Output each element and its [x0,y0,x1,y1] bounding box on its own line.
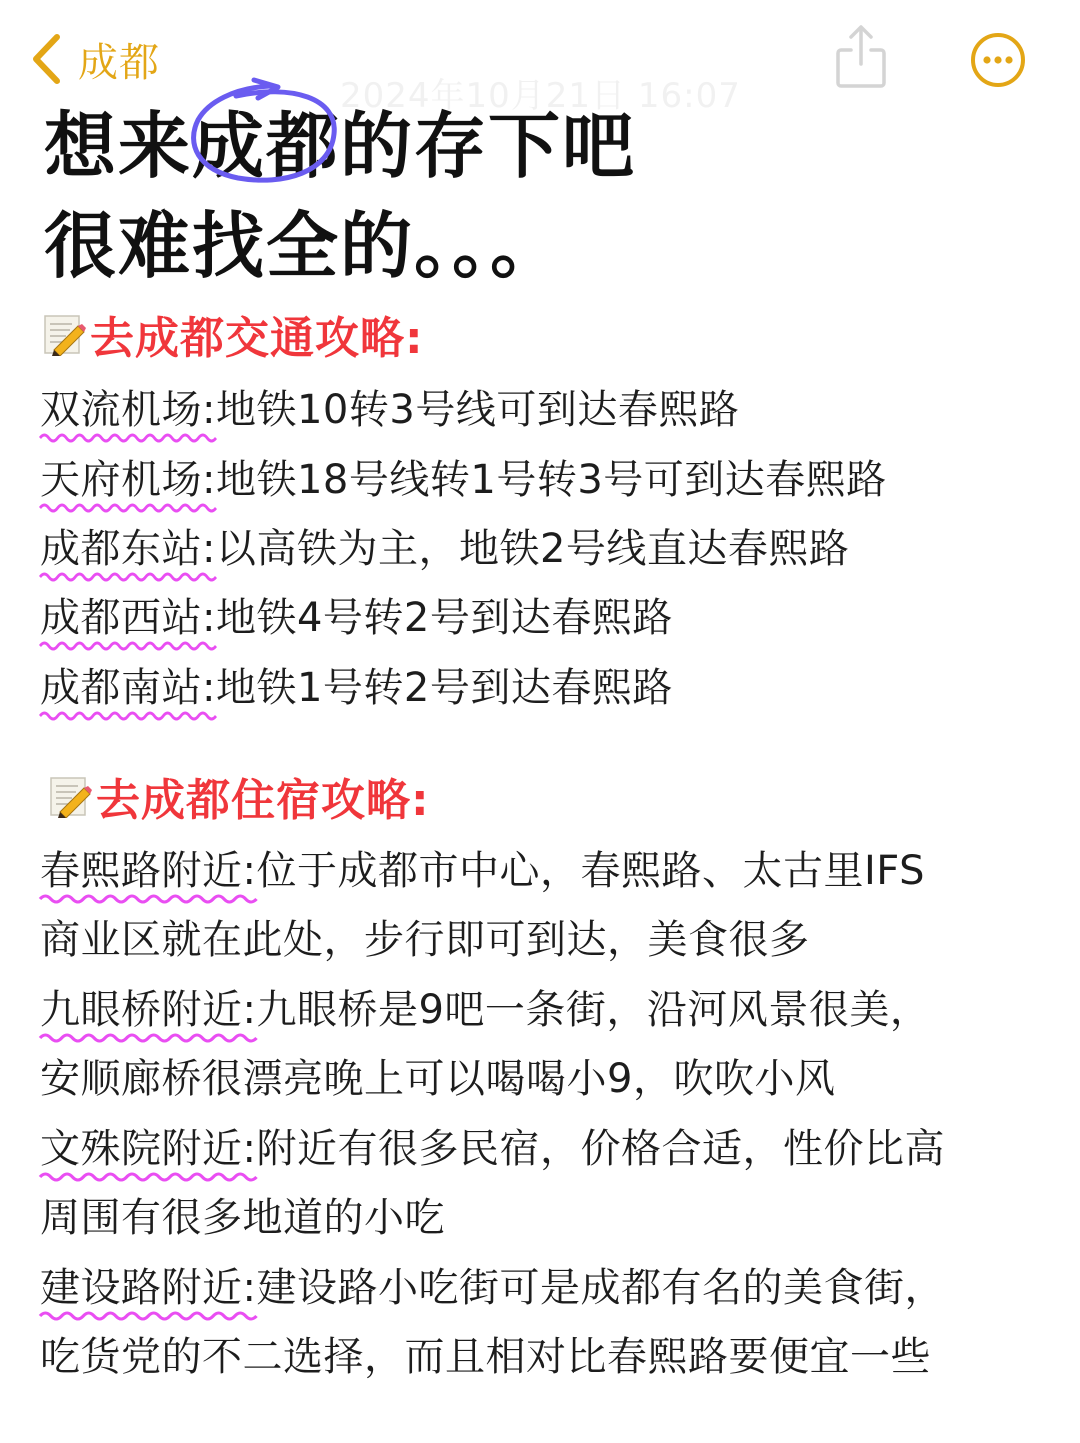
squiggle-underline [40,710,216,722]
more-options-icon [969,74,1027,93]
transport-item [40,452,887,508]
lodging-item [40,1260,945,1316]
transport-item-key-text: 成都南站: [40,665,216,711]
transport-item-key [40,660,216,716]
squiggle-underline [40,893,256,905]
title-highlight-text: 成都 [192,104,341,188]
lodging-item-value: 建设路小吃街可是成都有名的美食街， [256,1265,945,1311]
transport-item-value: 地铁4号转2号到达春熙路 [215,595,673,641]
memo-icon [48,774,92,818]
lodging-item-key-text: 春熙路附近: [40,848,257,894]
share-button[interactable] [833,22,889,90]
transport-item [40,382,739,438]
share-icon [833,75,889,94]
lodging-item [40,1121,945,1177]
lodging-item-key [40,1121,256,1177]
title-suffix: 的存下吧 [340,104,637,188]
lodging-item-key [40,1260,256,1316]
lodging-item-continuation: 周围有很多地道的小吃 [40,1195,445,1241]
transport-item-key-text: 双流机场: [40,387,216,433]
lodging-item-value: 九眼桥是9吧一条街，沿河风景很美， [256,987,931,1033]
lodging-item-key-text: 建设路附近: [40,1265,257,1311]
lodging-item-key [40,843,256,899]
transport-item-key-text: 成都西站: [40,595,216,641]
note-title-line-2: 很难找全的。。。 [44,204,565,288]
title-prefix: 想来 [44,104,193,188]
squiggle-underline [40,502,216,514]
memo-icon [42,312,86,356]
squiggle-underline [40,571,216,583]
lodging-item [40,843,925,899]
transport-item-value: 以高铁为主，地铁2号线直达春熙路 [215,526,850,572]
nav-bar [0,0,1080,116]
transport-item [40,590,673,646]
transport-item-value: 地铁18号线转1号转3号可到达春熙路 [215,457,887,503]
lodging-item [40,982,930,1038]
lodging-item-continuation: 安顺廊桥很漂亮晚上可以喝喝小9，吹吹小风 [40,1056,836,1102]
transport-item [40,521,849,577]
transport-item [40,660,673,716]
title-highlight [192,104,340,188]
lodging-item-continuation: 吃货党的不二选择，而且相对比春熙路要便宜一些 [40,1334,931,1380]
transport-item-key [40,521,216,577]
squiggle-underline [40,1032,256,1044]
chevron-left-icon [30,33,62,85]
transport-item-key [40,590,216,646]
squiggle-underline [40,640,216,652]
lodging-item-value: 附近有很多民宿，价格合适，性价比高 [256,1126,945,1172]
lodging-item-key-text: 文殊院附近: [40,1126,257,1172]
back-label: 成都 [78,39,160,86]
transport-item-key-text: 天府机场: [40,457,216,503]
squiggle-underline [40,432,216,444]
back-button[interactable] [30,30,160,88]
note-title-line-1 [44,104,636,188]
lodging-item-key [40,982,256,1038]
transport-heading [42,302,424,366]
more-options-button[interactable] [969,31,1027,89]
lodging-item-continuation: 商业区就在此处，步行即可到达，美食很多 [40,917,810,963]
lodging-item-value: 位于成都市中心，春熙路、太古里IFS [256,848,925,894]
transport-item-key [40,382,216,438]
squiggle-underline [40,1310,256,1322]
transport-heading-text: 去成都交通攻略: [90,313,424,364]
lodging-item-key-text: 九眼桥附近: [40,987,257,1033]
lodging-heading [48,764,430,828]
note-timestamp: 2024年10月21日 16:07 [340,76,741,116]
transport-item-value: 地铁1号转2号到达春熙路 [215,665,673,711]
transport-item-key-text: 成都东站: [40,526,216,572]
lodging-heading-text: 去成都住宿攻略: [96,775,430,826]
squiggle-underline [40,1171,256,1183]
transport-item-key [40,452,216,508]
transport-item-value: 地铁10转3号线可到达春熙路 [215,387,740,433]
